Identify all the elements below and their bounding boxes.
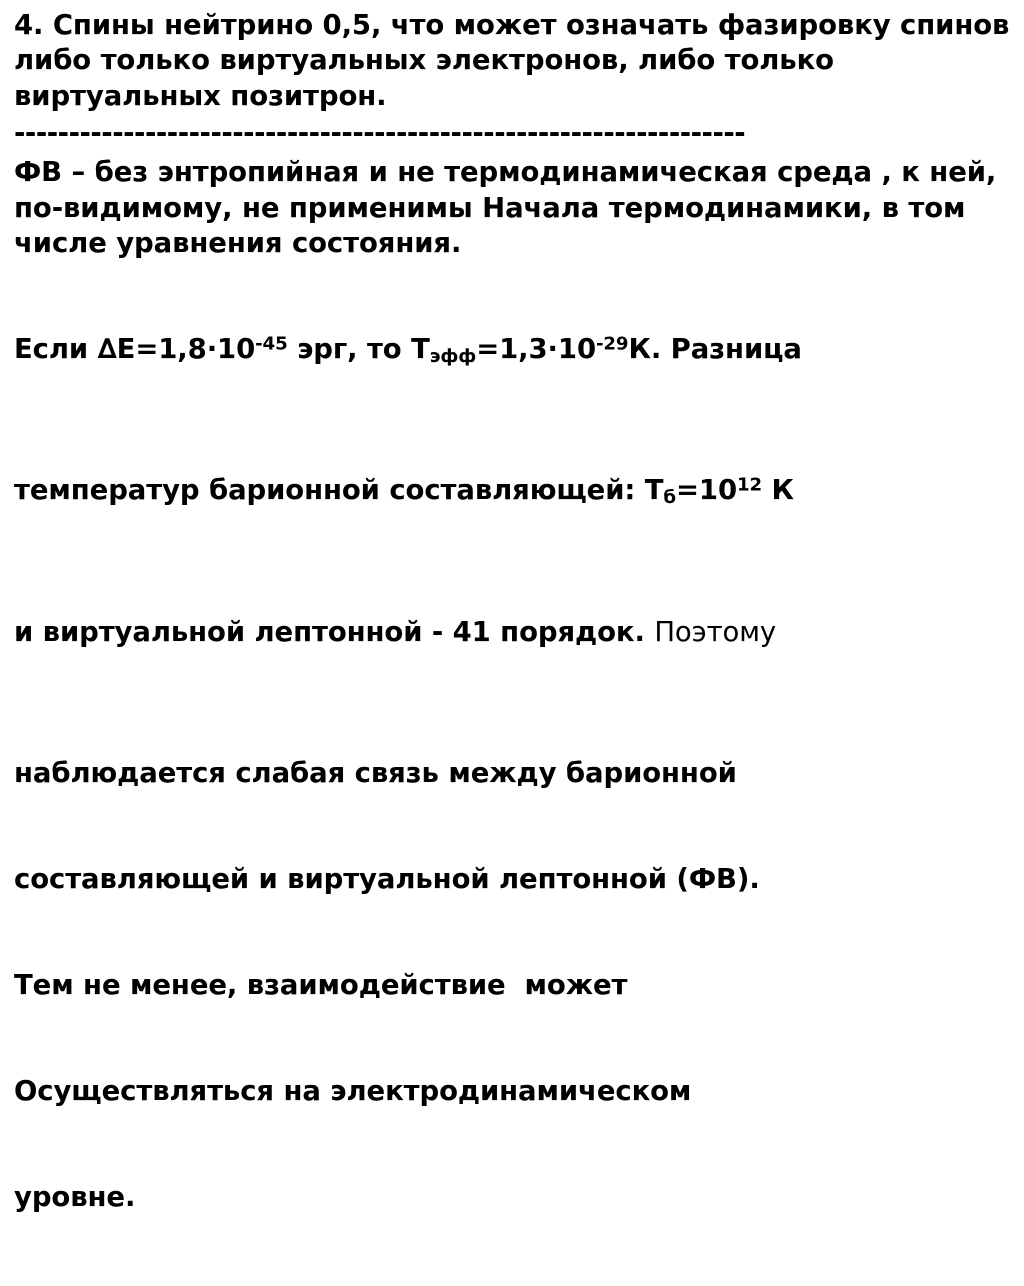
formula-line-8: уровне.: [14, 1181, 136, 1213]
exponent-minus-45: -45: [255, 333, 288, 355]
formula-line-1: [14, 332, 1010, 367]
text-kelvin-unit: К: [762, 474, 794, 507]
paragraph-temperature-calc: [14, 261, 1010, 1286]
formula-line-7: Осуществляться на электродинамическом: [14, 1075, 692, 1108]
paragraph-neutrino-spins: 4. Спины нейтрино 0,5, что может означать фазировку спинов либо только виртуальных электронов, либо только виртуальных позитрон.: [14, 9, 1019, 112]
multiplication-dot: ·: [206, 333, 218, 366]
multiplication-dot-2: ·: [547, 333, 558, 366]
text-ten-base-2: 10: [557, 333, 596, 366]
formula-line-5: составляющей и виртуальной лептонной (ФВ).: [14, 863, 760, 896]
subscript-b: б: [663, 487, 676, 509]
text-erg-to-t: эрг, то Т: [287, 333, 430, 366]
formula-line-6: Тем не менее, взаимодействие может: [14, 969, 628, 1002]
paragraph-fv-medium: ФВ – без энтропийная и не термодинамическая среда , к ней, по-видимому, не применимы Начала термодинамики, в том числе уравнения состояния.: [14, 156, 1006, 260]
horizontal-divider-dashes: -------------------------------------------------------------------: [14, 119, 746, 148]
text-ten-base-1: 10: [217, 333, 256, 366]
text-baryon-temp: температур барионной составляющей: Т: [14, 474, 664, 507]
text-virtual-lepton-order: и виртуальной лептонной - 41 порядок.: [14, 615, 655, 648]
text-ten-base-3: =10: [675, 474, 737, 507]
text-poetomu: Поэтому: [654, 615, 777, 648]
exponent-minus-29: -29: [595, 333, 629, 355]
text-energy-value: E=1,8: [116, 333, 207, 366]
subscript-eff: эфф: [429, 346, 477, 368]
text-esli: Если: [14, 333, 98, 366]
text-kelvin-raznitsa: К. Разница: [628, 333, 802, 366]
formula-line-2: [14, 473, 1010, 508]
formula-line-3: [14, 615, 1010, 650]
delta-symbol: ∆: [97, 333, 117, 366]
text-temp-value: =1,3: [476, 333, 548, 366]
formula-line-4: наблюдается слабая связь между барионной: [14, 757, 737, 790]
exponent-12: 12: [737, 474, 763, 496]
